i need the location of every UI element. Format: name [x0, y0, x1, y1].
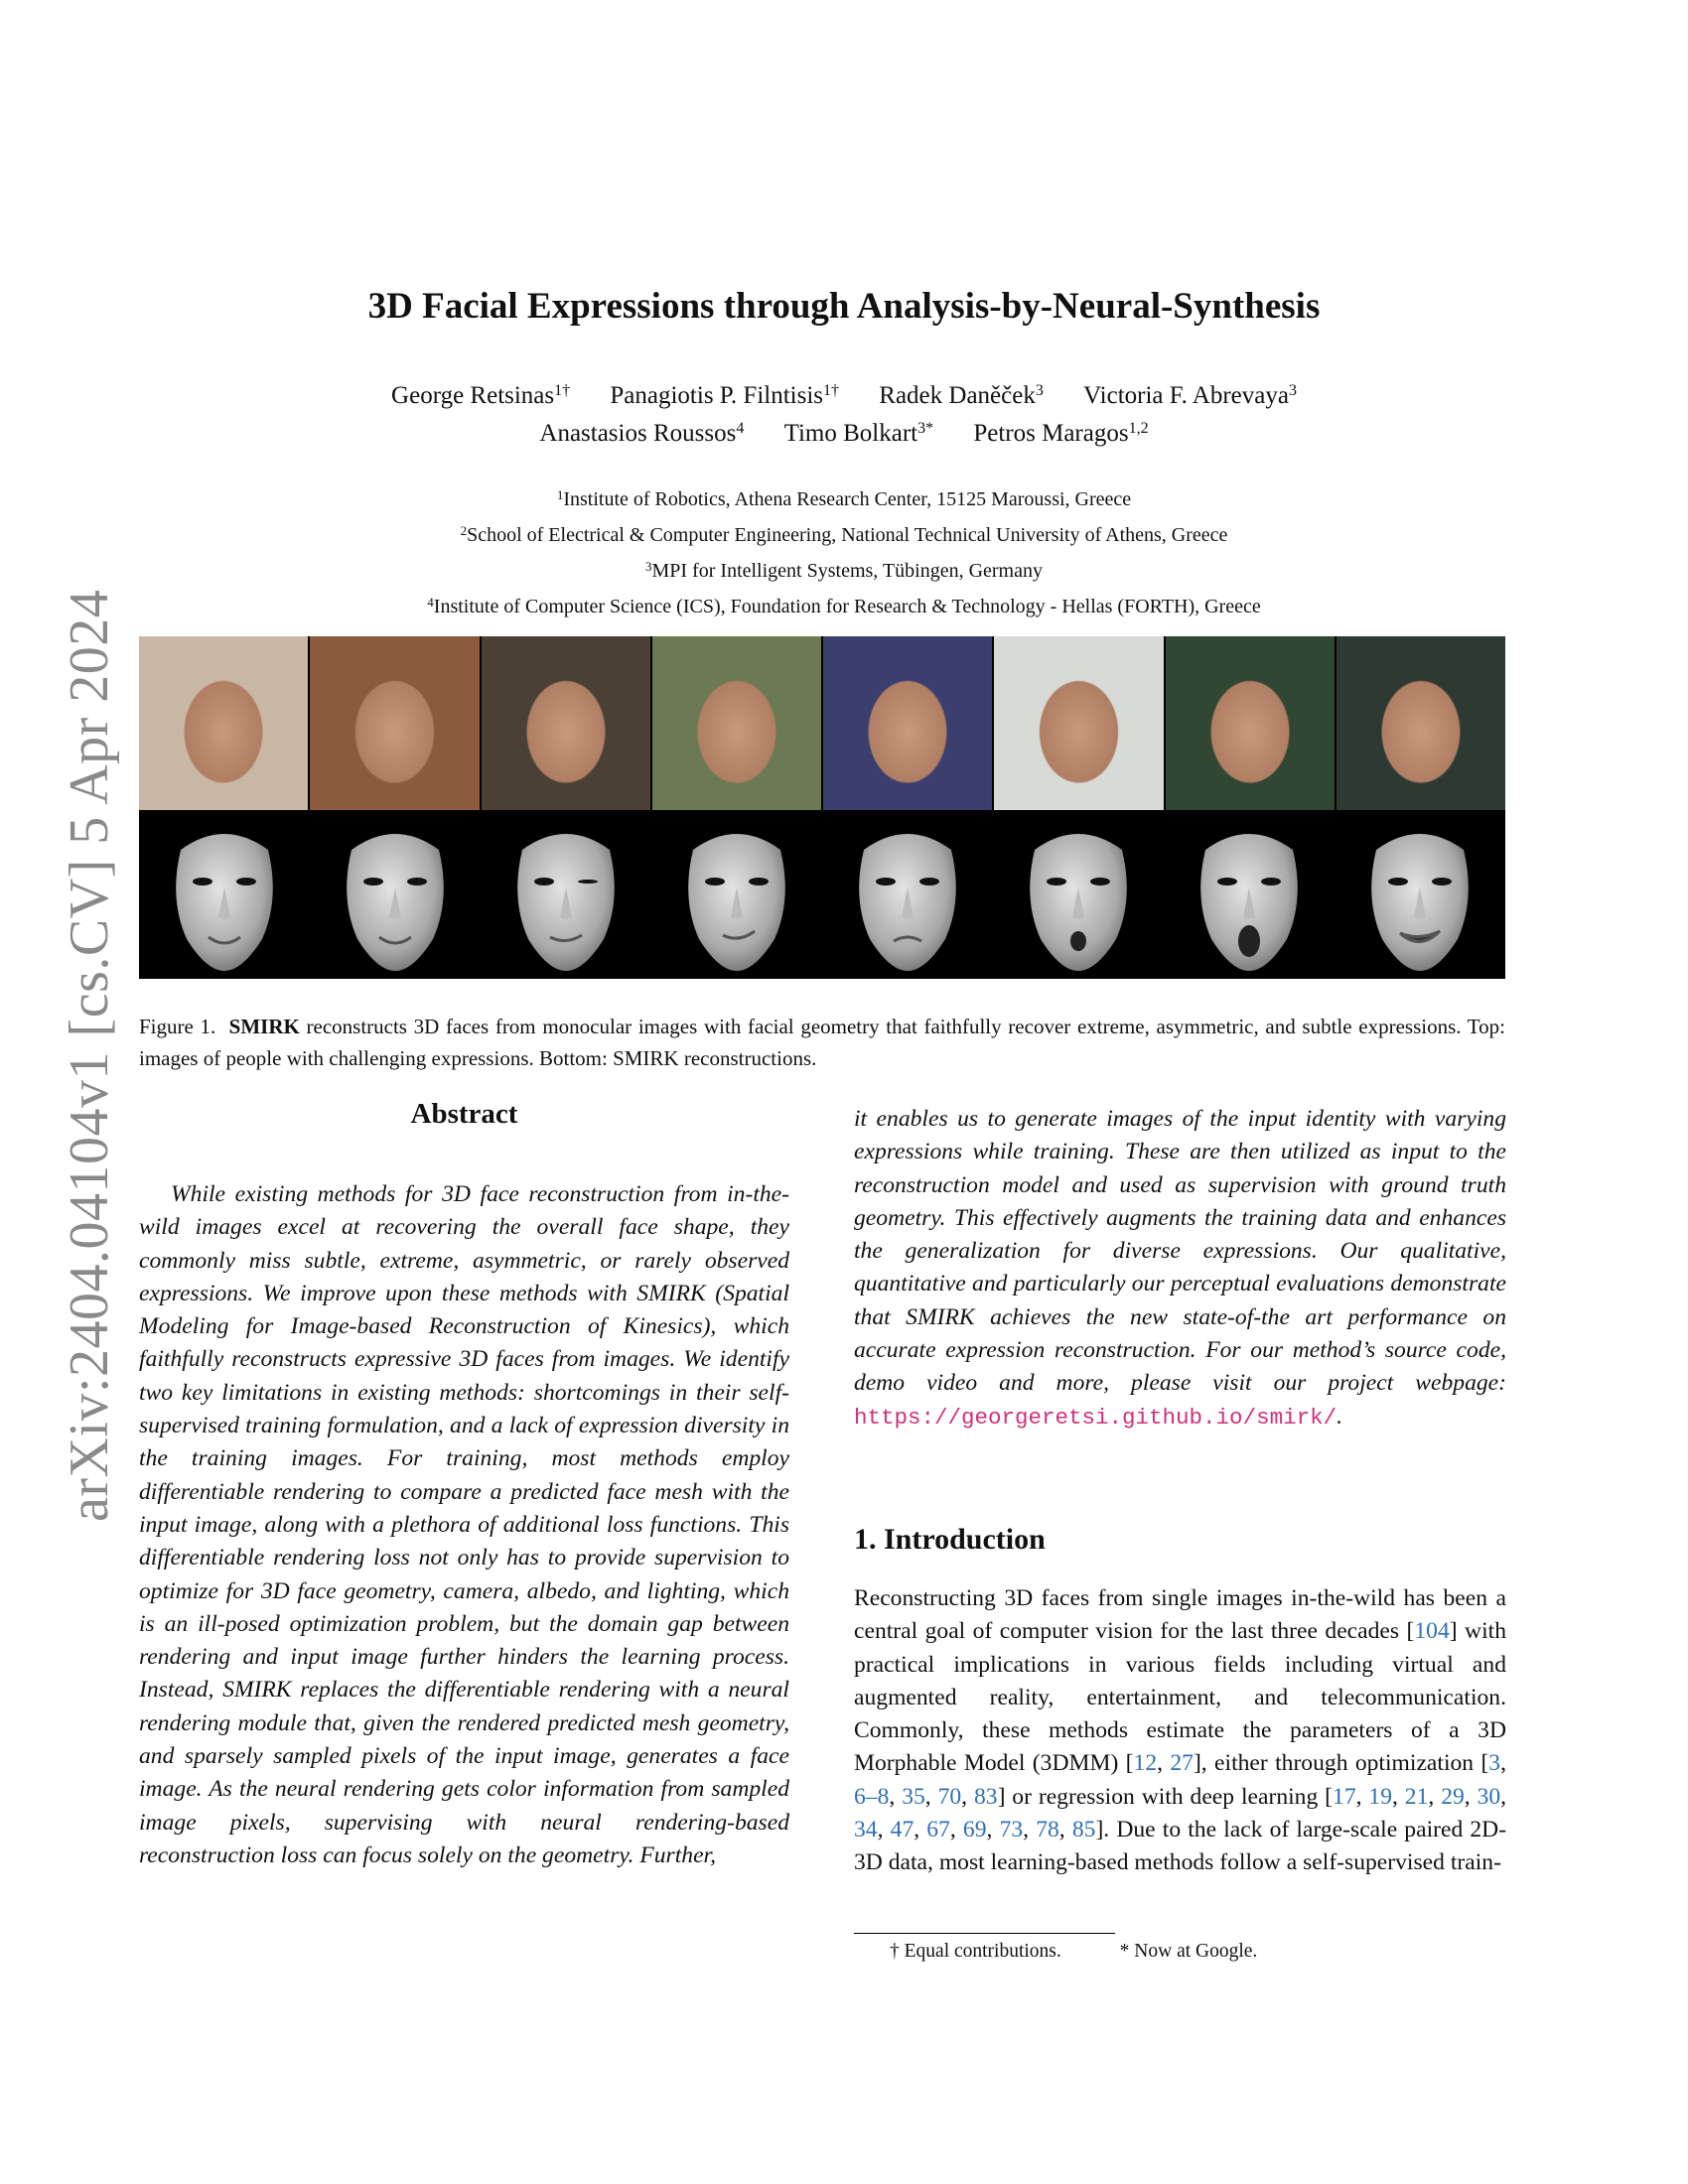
mesh-face-drawing: [651, 810, 822, 979]
face-photo: [652, 636, 823, 810]
face-photo: [482, 636, 652, 810]
mesh-eye-hole: [1047, 878, 1066, 886]
caption-text: reconstructs 3D faces from monocular images with facial geometry that faithfully recover extreme, asymmetric, and subtle expressions. Top: images of people with challenging expressions. Bottom: SMIRK reconstructions.: [139, 1015, 1505, 1070]
mesh-eye-hole: [236, 878, 256, 886]
mesh-face-drawing: [310, 810, 481, 979]
mesh-reconstruction: [310, 810, 481, 979]
url-period: .: [1336, 1403, 1342, 1430]
citation-link[interactable]: 29: [1441, 1783, 1465, 1810]
mesh-face-drawing: [1335, 810, 1505, 979]
citation-link[interactable]: 27: [1170, 1750, 1194, 1777]
footnote-divider: [854, 1933, 1115, 1934]
teaser-figure: [139, 636, 1505, 979]
section-heading-introduction: 1. Introduction: [854, 1523, 1046, 1556]
face-photo: [1166, 636, 1336, 810]
citation-link[interactable]: 47: [890, 1817, 914, 1843]
author: Timo Bolkart$^{3*}$: [783, 420, 934, 447]
abstract-text-right: [854, 1103, 1506, 1434]
citation-link[interactable]: 83: [973, 1783, 998, 1810]
introduction-paragraph: Reconstructing 3D faces from single images in-the-wild has been a central goal of computer vision for the last three decades [104] with practical implications in various fields including virtual and augmented reality, entertainment, and telecommunication. Commonly, these methods estimate the parameters of a 3D Morphable Model (3DMM) [12, 27], either through optimization [3, 6–8, 35, 70, 83] or regression with deep learning [17, 19, 21, 29, 30, 34, 47, 67, 69, 73, 78, 85]. Due to the lack of large-scale paired 2D-3D data, most learning-based methods follow a self-supervised train-: [854, 1585, 1507, 1876]
footnotes: [854, 1941, 1506, 1963]
reconstruction-row: [139, 810, 1505, 979]
citation-link[interactable]: 73: [999, 1817, 1024, 1843]
mesh-mouth: [1070, 931, 1086, 951]
caption-label: Figure 1.: [139, 1015, 216, 1038]
project-url-link[interactable]: https://georgeretsi.github.io/smirk/: [854, 1404, 1337, 1431]
mesh-eye-hole: [407, 878, 427, 886]
mesh-eye-hole: [193, 878, 212, 886]
footnote-equal-contribution: † Equal contributions.: [890, 1941, 1061, 1962]
author: Panagiotis P. Filntisis$^{1\dagger}$: [610, 382, 840, 409]
citation-link[interactable]: 69: [962, 1817, 987, 1843]
paper-title: 3D Facial Expressions through Analysis-by-Neural-Synthesis: [367, 286, 1321, 327]
citation-link[interactable]: 67: [926, 1817, 950, 1843]
author: Victoria F. Abrevaya$^3$: [1083, 382, 1297, 409]
mesh-eye-hole: [1432, 878, 1452, 886]
affiliation: $^3$MPI for Intelligent Systems, Tübingen, Germany: [645, 559, 1043, 582]
citation-link[interactable]: 34: [854, 1817, 878, 1843]
mesh-face-drawing: [822, 810, 993, 979]
author-list-row-1: [0, 382, 1688, 410]
mesh-reconstruction: [1164, 810, 1335, 979]
citation-link[interactable]: 70: [937, 1783, 962, 1810]
intro-text: ] or regression with deep learning [: [997, 1783, 1334, 1810]
mesh-face-drawing: [139, 810, 310, 979]
author: Radek Daněček$^3$: [879, 382, 1044, 409]
citation-link[interactable]: 6–8: [854, 1783, 890, 1810]
mesh-eye-hole: [363, 878, 383, 886]
figure-caption: [139, 1011, 1505, 1074]
mesh-reconstruction: [481, 810, 651, 979]
affiliation: $^4$Institute of Computer Science (ICS), Foundation for Research & Technology - Hellas (FORTH), Greece: [427, 595, 1261, 617]
citation-link[interactable]: 12: [1133, 1750, 1158, 1777]
face-photo: [310, 636, 481, 810]
footnote-affiliation-change: * Now at Google.: [1119, 1941, 1258, 1962]
intro-text: ]. Due to the lack of large-scale paired 2D-3D data, most learning-based methods follow a self-supervised train-: [854, 1817, 1507, 1876]
face-photo: [139, 636, 310, 810]
citation-link[interactable]: 3: [1488, 1750, 1501, 1777]
input-photo-row: [139, 636, 1505, 810]
author: Petros Maragos$^{1,2}$: [973, 420, 1149, 447]
mesh-eye-hole: [1090, 878, 1110, 886]
mesh-reconstruction: [139, 810, 310, 979]
mesh-reconstruction: [1335, 810, 1505, 979]
author: Anastasios Roussos$^4$: [539, 420, 745, 447]
arxiv-identifier-stamp: arXiv:2404.04104v1 [cs.CV] 5 Apr 2024: [59, 589, 120, 1522]
mesh-reconstruction: [822, 810, 993, 979]
mesh-eye-hole: [1388, 878, 1408, 886]
mesh-face-drawing: [1164, 810, 1335, 979]
mesh-eye-hole: [1217, 878, 1237, 886]
caption-method-name: SMIRK: [228, 1015, 300, 1038]
citation-link[interactable]: 85: [1071, 1817, 1096, 1843]
citation-link[interactable]: 19: [1368, 1783, 1392, 1810]
citation-link[interactable]: 21: [1404, 1783, 1429, 1810]
face-photo: [1336, 636, 1505, 810]
mesh-mouth: [1238, 925, 1260, 957]
affiliation: $^2$School of Electrical & Computer Engineering, National Technical University of Athens, Greece: [460, 523, 1228, 546]
citation-link[interactable]: 17: [1333, 1783, 1356, 1810]
mesh-eye-hole: [578, 880, 598, 884]
mesh-eye-hole: [534, 878, 554, 886]
mesh-eye-hole: [876, 878, 896, 886]
citation-link[interactable]: 78: [1036, 1817, 1059, 1843]
mesh-eye-hole: [1261, 878, 1281, 886]
mesh-eye-hole: [705, 878, 725, 886]
citation-link[interactable]: 35: [902, 1783, 925, 1810]
mesh-eye-hole: [919, 878, 939, 886]
abstract-heading: Abstract: [410, 1098, 518, 1130]
author-list-row-2: [0, 420, 1688, 448]
face-photo: [823, 636, 994, 810]
citation-link[interactable]: 30: [1477, 1783, 1501, 1810]
abstract-text-left: While existing methods for 3D face reconstruction from in-the-wild images excel at recovering the overall face shape, they commonly miss subtle, extreme, asymmetric, or rarely observed expressions. We improve upon these methods with SMIRK (Spatial Modeling for Image-based Reconstruction of Kinesics), which faithfully reconstructs expressive 3D faces from images. We identify two key limitations in existing methods: shortcomings in their self-supervised training formulation, and a lack of expression diversity in the training images. For training, most methods employ differentiable rendering to compare a predicted face mesh with the input image, along with a plethora of additional loss functions. This differentiable rendering loss not only has to provide supervision to optimize for 3D face geometry, camera, albedo, and lighting, which is an ill-posed optimization problem, but the domain gap between rendering and input image further hinders the learning process. Instead, SMIRK replaces the differentiable rendering with a neural rendering module that, given the rendered predicted mesh geometry, and sparsely sampled pixels of the input image, generates a face image. As the neural rendering gets color information from sampled image pixels, supervising with neural rendering-based reconstruction loss can focus solely on the geometry. Further,: [139, 1181, 789, 1868]
abstract-continuation: it enables us to generate images of the input identity with varying expressions while training. These are then utilized as input to the reconstruction model and used as supervision with ground truth geometry. This effectively augments the training data and enhances the generalization for diverse expressions. Our qualitative, quantitative and particularly our perceptual evaluations demonstrate that SMIRK achieves the new state-of-the art performance on accurate expression reconstruction. For our method’s source code, demo video and more, please visit our project webpage:: [854, 1106, 1506, 1397]
mesh-reconstruction: [651, 810, 822, 979]
affiliation: $^1$Institute of Robotics, Athena Research Center, 15125 Maroussi, Greece: [556, 487, 1132, 510]
citation-link[interactable]: 104: [1414, 1618, 1450, 1645]
mesh-reconstruction: [993, 810, 1164, 979]
mesh-face-drawing: [993, 810, 1164, 979]
face-photo: [994, 636, 1165, 810]
affiliations: [0, 479, 1688, 622]
intro-text: ] with practical implications in various fields including virtual and augmented reality, entertainment, and telecommunication. Commonly, these methods estimate the parameters of a 3D Morphable Model (3DMM) [: [854, 1618, 1507, 1777]
mesh-eye-hole: [749, 878, 769, 886]
intro-text: Reconstructing 3D faces from single images in-the-wild has been a central goal of computer vision for the last three decades [: [854, 1585, 1506, 1645]
intro-text: ], either through optimization [: [1193, 1750, 1489, 1777]
author: George Retsinas$^{1\dagger}$: [391, 382, 571, 409]
mesh-face-drawing: [481, 810, 651, 979]
